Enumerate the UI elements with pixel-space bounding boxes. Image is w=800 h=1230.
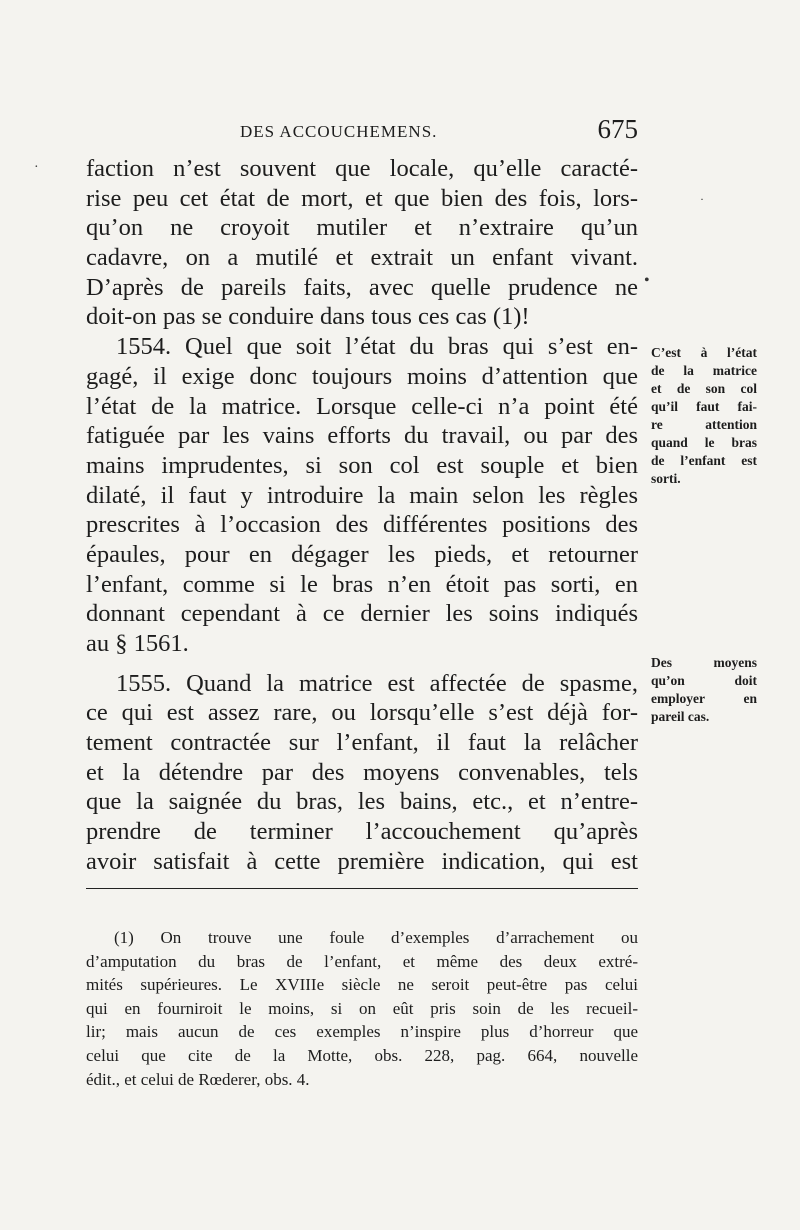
paragraph-gap — [86, 659, 638, 669]
margin-note-line: Des moyens — [651, 655, 757, 670]
margin-note-line: employer en — [651, 691, 757, 706]
footnote-line: d’amputation du bras de l’enfant, et même des deux extré- — [86, 951, 638, 971]
footnote-divider — [86, 888, 638, 889]
page-number: 675 — [597, 114, 638, 144]
margin-speck: • — [644, 272, 650, 289]
margin-note-1555 — [651, 654, 757, 726]
text-line: que la saignée du bras, les bains, etc., et n’entre- — [86, 788, 638, 816]
footnote-line: lir; mais aucun de ces exemples n’inspire plus d’horreur que — [86, 1022, 638, 1042]
margin-note-line: de la matrice — [651, 363, 757, 378]
text-line: ce qui est assez rare, ou lorsqu’elle s’est déjà for- — [86, 699, 638, 727]
footnote-line: mités supérieures. Le XVIIIe siècle ne seroit peut-être pas celui — [86, 975, 638, 995]
text-line: faction n’est souvent que locale, qu’elle caracté- — [86, 155, 638, 182]
text-line: dilaté, il faut y introduire la main selon les règles — [86, 481, 638, 509]
text-line: gagé, il exige donc toujours moins d’attention que — [86, 362, 638, 390]
text-line: prescrites à l’occasion des différentes positions des — [86, 511, 638, 539]
footnote-line: édit., et celui de Rœderer, obs. 4. — [86, 1069, 310, 1089]
text-line: avoir satisfait à cette première indication, qui est — [86, 847, 638, 875]
text-line: tement contractée sur l’enfant, il faut la relâcher — [86, 729, 638, 757]
margin-note-line: C’est à l’état — [651, 345, 757, 360]
margin-note-line: quand le bras — [651, 435, 757, 450]
footnote-line: celui que cite de la Motte, obs. 228, pag. 664, nouvelle — [86, 1045, 638, 1065]
text-line: mains imprudentes, si son col est souple et bien — [86, 451, 638, 479]
text-line: qu’on ne croyoit mutiler et n’extraire qu’un — [86, 214, 638, 242]
margin-note-line: sorti. — [651, 471, 681, 486]
text-line: fatiguée par les vains efforts du travail, ou par des — [86, 422, 638, 450]
text-line: et la détendre par des moyens convenables, tels — [86, 758, 638, 786]
margin-note-line: pareil cas. — [651, 709, 710, 724]
paragraph-1554-start: 1554. Quel que soit l’état du bras qui s’est en- — [116, 333, 638, 361]
main-text — [86, 154, 638, 877]
running-title: DES ACCOUCHEMENS. — [240, 122, 438, 141]
text-line: D’après de pareils faits, avec quelle prudence ne — [86, 273, 638, 301]
text-line: au § 1561. — [86, 630, 189, 657]
margin-note-line: qu’on doit — [651, 673, 757, 688]
footnote-line: (1) On trouve une foule d’exemples d’arrachement ou — [114, 928, 638, 947]
paragraph-1555-start: 1555. Quand la matrice est affectée de spasme, — [116, 669, 638, 697]
text-line: l’état de la matrice. Lorsque celle-ci n’a point été — [86, 392, 638, 420]
margin-speck: · — [34, 160, 39, 175]
footnote — [86, 926, 638, 1091]
margin-note-line: qu’il faut fai- — [651, 399, 757, 414]
text-line: prendre de terminer l’accouchement qu’après — [86, 818, 638, 846]
margin-note-line: re attention — [651, 417, 757, 432]
text-line: cadavre, on a mutilé et extrait un enfant vivant. — [86, 244, 638, 272]
margin-note-1554 — [651, 344, 757, 488]
margin-note-line: et de son col — [651, 381, 757, 396]
running-head — [86, 112, 638, 152]
text-line: rise peu cet état de mort, et que bien des fois, lors- — [86, 184, 638, 212]
margin-speck: · — [700, 192, 704, 206]
text-line: l’enfant, comme si le bras n’en étoit pas sorti, en — [86, 570, 638, 598]
margin-note-line: de l’enfant est — [651, 453, 757, 468]
text-line: épaules, pour en dégager les pieds, et retourner — [86, 540, 638, 568]
text-line: donnant cependant à ce dernier les soins indiqués — [86, 600, 638, 628]
text-line: doit-on pas se conduire dans tous ces cas (1)! — [86, 303, 530, 331]
footnote-line: qui en fourniroit le moins, si on eût pris soin de les recueil- — [86, 998, 638, 1018]
